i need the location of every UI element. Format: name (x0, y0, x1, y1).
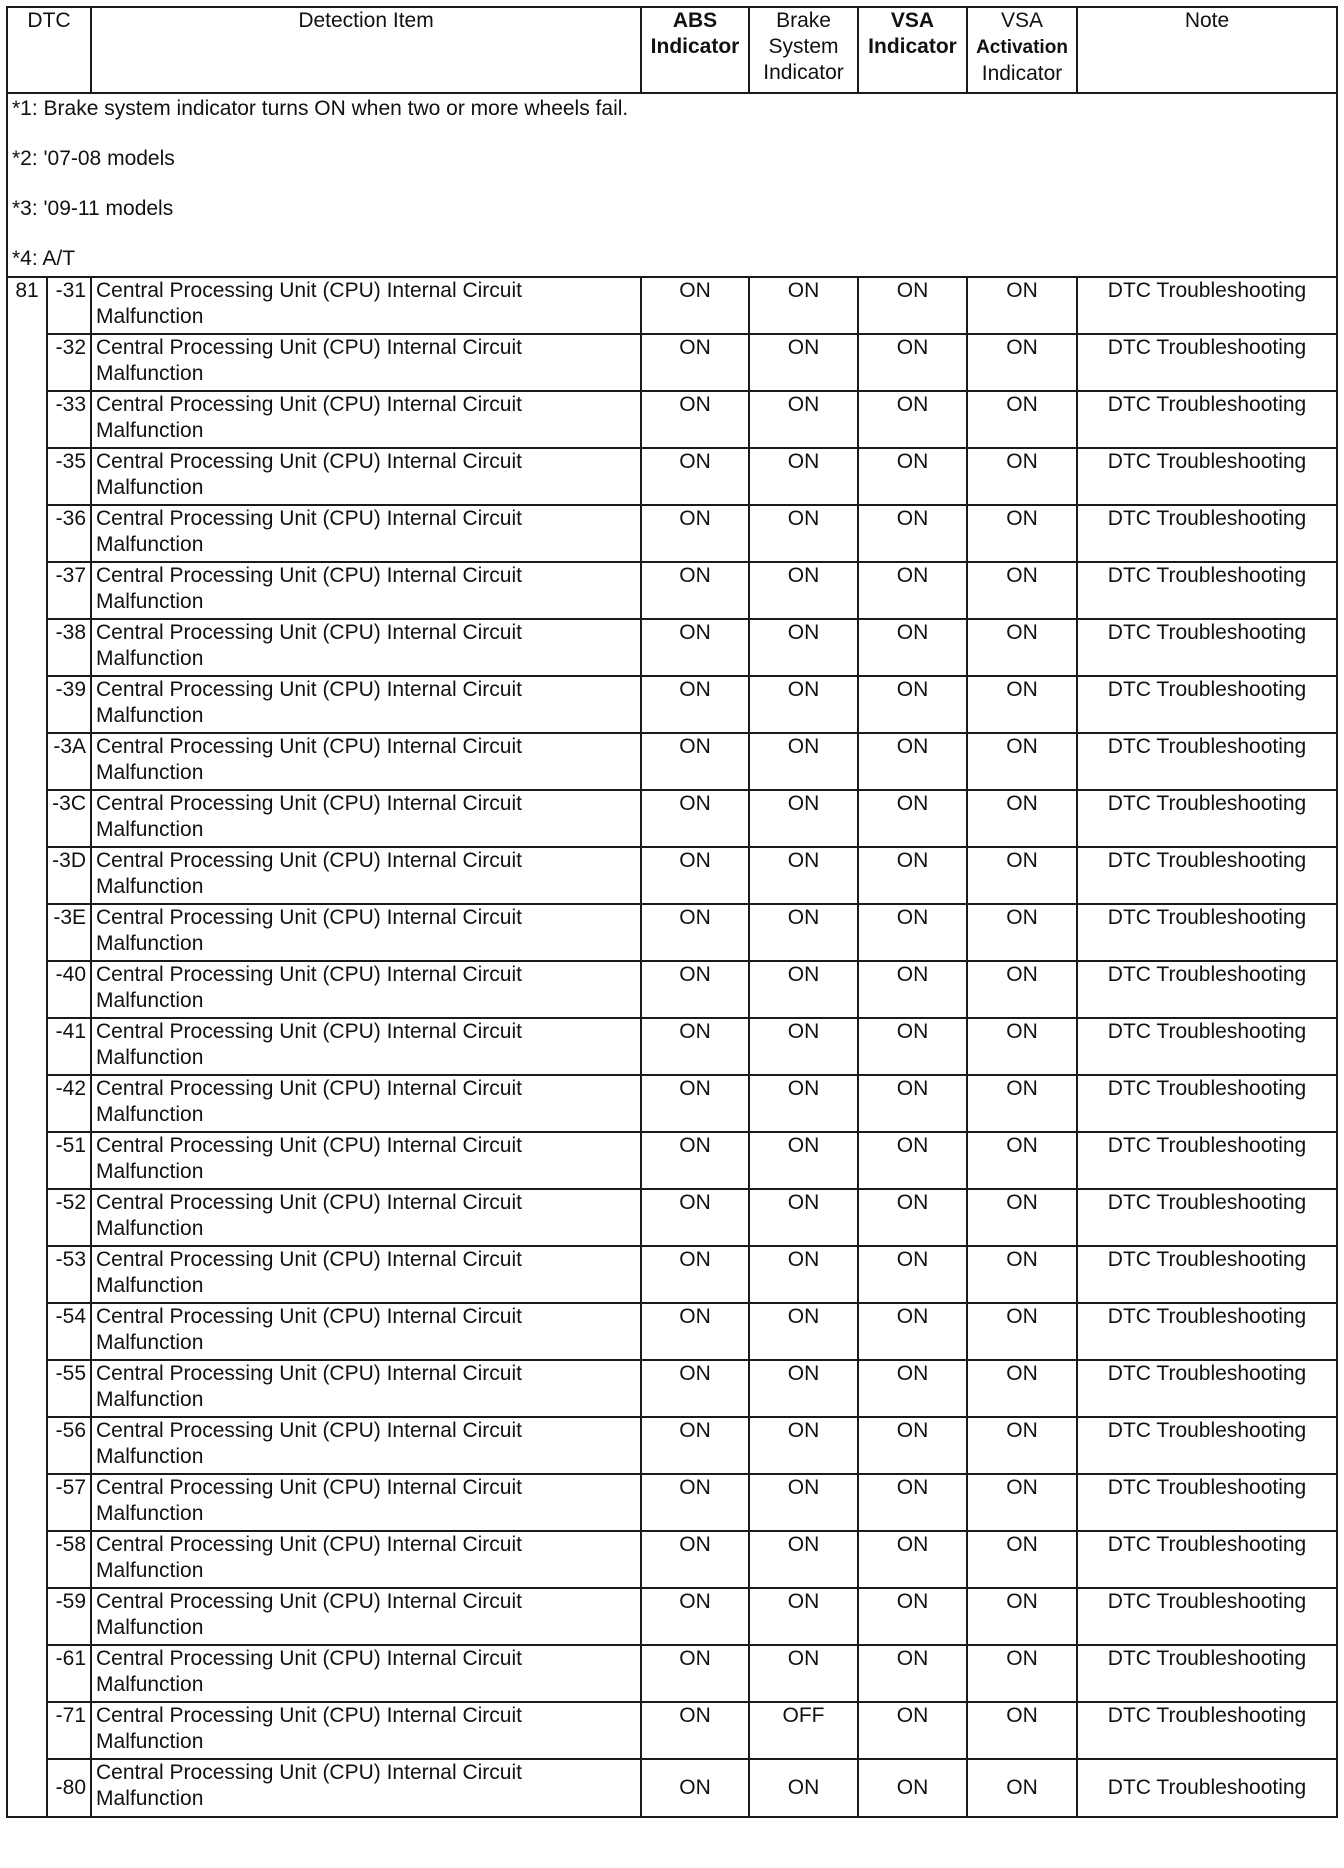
detection-item (91, 1588, 641, 1645)
detection-item-line-1: Central Processing Unit (CPU) Internal Circuit (96, 906, 522, 929)
footnote-1: *1: Brake system indicator turns ON when two or more wheels fail. (12, 97, 629, 120)
dtc-subcode: -38 (47, 619, 91, 676)
detection-item (91, 619, 641, 676)
detection-item-line-1: Central Processing Unit (CPU) Internal Circuit (96, 1476, 522, 1499)
detection-item-line-2: Malfunction (96, 1787, 204, 1810)
detection-item-line-1: Central Processing Unit (CPU) Internal Circuit (96, 735, 522, 758)
detection-item-line-1: Central Processing Unit (CPU) Internal Circuit (96, 1590, 522, 1613)
header-brake-system-indicator (749, 7, 858, 93)
brake-indicator-value: ON (749, 1588, 858, 1645)
vsa-activation-value: ON (967, 847, 1077, 904)
detection-item (91, 1702, 641, 1759)
detection-item (91, 1018, 641, 1075)
dtc-subcode: -80 (47, 1759, 91, 1817)
vsa-activation-value: ON (967, 391, 1077, 448)
detection-item (91, 277, 641, 334)
abs-indicator-value: ON (641, 1759, 749, 1817)
dtc-subcode: -42 (47, 1075, 91, 1132)
abs-indicator-value: ON (641, 676, 749, 733)
vsa-activation-value: ON (967, 904, 1077, 961)
note-value: DTC Troubleshooting (1077, 1303, 1337, 1360)
brake-indicator-value: ON (749, 1246, 858, 1303)
vsa-activation-value: ON (967, 448, 1077, 505)
vsa-indicator-value: ON (858, 1759, 967, 1817)
dtc-subcode: -41 (47, 1018, 91, 1075)
vsa-indicator-value: ON (858, 1246, 967, 1303)
detection-item (91, 391, 641, 448)
note-value: DTC Troubleshooting (1077, 904, 1337, 961)
header-vsa-line-1: VSA (890, 9, 935, 32)
abs-indicator-value: ON (641, 1531, 749, 1588)
detection-item-line-1: Central Processing Unit (CPU) Internal Circuit (96, 1077, 522, 1100)
header-dtc: DTC (7, 7, 91, 93)
dtc-subcode: -58 (47, 1531, 91, 1588)
vsa-indicator-value: ON (858, 790, 967, 847)
note-value: DTC Troubleshooting (1077, 1018, 1337, 1075)
detection-item-line-1: Central Processing Unit (CPU) Internal Circuit (96, 450, 522, 473)
vsa-indicator-value: ON (858, 1018, 967, 1075)
detection-item (91, 847, 641, 904)
detection-item-line-1: Central Processing Unit (CPU) Internal Circuit (96, 1704, 522, 1727)
detection-item-line-1: Central Processing Unit (CPU) Internal Circuit (96, 507, 522, 530)
dtc-subcode: -52 (47, 1189, 91, 1246)
vsa-indicator-value: ON (858, 619, 967, 676)
detection-item (91, 676, 641, 733)
detection-item-line-2: Malfunction (96, 1160, 204, 1183)
vsa-activation-value: ON (967, 1531, 1077, 1588)
vsa-activation-value: ON (967, 277, 1077, 334)
vsa-activation-value: ON (967, 1189, 1077, 1246)
abs-indicator-value: ON (641, 1474, 749, 1531)
header-brake-line-2: System (768, 35, 839, 58)
detection-item-line-2: Malfunction (96, 1331, 204, 1354)
detection-item-line-2: Malfunction (96, 1217, 204, 1240)
abs-indicator-value: ON (641, 847, 749, 904)
dtc-subcode: -53 (47, 1246, 91, 1303)
dtc-subcode: -32 (47, 334, 91, 391)
vsa-indicator-value: ON (858, 676, 967, 733)
table-row (7, 1018, 1337, 1075)
detection-item-line-2: Malfunction (96, 932, 204, 955)
brake-indicator-value: ON (749, 334, 858, 391)
detection-item (91, 505, 641, 562)
vsa-activation-value: ON (967, 562, 1077, 619)
header-vsa-activation-indicator (967, 7, 1077, 93)
abs-indicator-value: ON (641, 1303, 749, 1360)
vsa-indicator-value: ON (858, 1417, 967, 1474)
detection-item (91, 904, 641, 961)
note-value: DTC Troubleshooting (1077, 790, 1337, 847)
vsa-indicator-value: ON (858, 1075, 967, 1132)
vsa-indicator-value: ON (858, 1531, 967, 1588)
detection-item-line-2: Malfunction (96, 590, 204, 613)
note-value: DTC Troubleshooting (1077, 562, 1337, 619)
table-row (7, 1360, 1337, 1417)
vsa-indicator-value: ON (858, 1702, 967, 1759)
vsa-activation-value: ON (967, 1018, 1077, 1075)
table-row (7, 1645, 1337, 1702)
dtc-subcode: -61 (47, 1645, 91, 1702)
table-row (7, 1588, 1337, 1645)
vsa-indicator-value: ON (858, 1474, 967, 1531)
detection-item (91, 1360, 641, 1417)
dtc-subcode: -54 (47, 1303, 91, 1360)
dtc-subcode: -57 (47, 1474, 91, 1531)
detection-item-line-1: Central Processing Unit (CPU) Internal Circuit (96, 564, 522, 587)
footnotes-row (7, 93, 1337, 277)
detection-item-line-2: Malfunction (96, 1559, 204, 1582)
note-value: DTC Troubleshooting (1077, 1075, 1337, 1132)
table-row (7, 847, 1337, 904)
note-value: DTC Troubleshooting (1077, 1474, 1337, 1531)
dtc-subcode: -31 (47, 277, 91, 334)
vsa-indicator-value: ON (858, 448, 967, 505)
header-abs-indicator (641, 7, 749, 93)
table-row (7, 1531, 1337, 1588)
abs-indicator-value: ON (641, 790, 749, 847)
vsa-indicator-value: ON (858, 847, 967, 904)
table-row (7, 1759, 1337, 1817)
note-value: DTC Troubleshooting (1077, 1189, 1337, 1246)
note-value: DTC Troubleshooting (1077, 277, 1337, 334)
dtc-subcode: -40 (47, 961, 91, 1018)
detection-item-line-1: Central Processing Unit (CPU) Internal Circuit (96, 1362, 522, 1385)
detection-item (91, 733, 641, 790)
abs-indicator-value: ON (641, 1645, 749, 1702)
table-row (7, 676, 1337, 733)
footnote-3: *3: '09-11 models (12, 197, 174, 220)
vsa-activation-value: ON (967, 1417, 1077, 1474)
header-brake-line-3: Indicator (763, 61, 844, 84)
vsa-activation-value: ON (967, 505, 1077, 562)
vsa-indicator-value: ON (858, 334, 967, 391)
detection-item (91, 1246, 641, 1303)
brake-indicator-value: ON (749, 1759, 858, 1817)
abs-indicator-value: ON (641, 1075, 749, 1132)
note-value: DTC Troubleshooting (1077, 1702, 1337, 1759)
dtc-subcode: -55 (47, 1360, 91, 1417)
dtc-subcode: -35 (47, 448, 91, 505)
note-value: DTC Troubleshooting (1077, 448, 1337, 505)
brake-indicator-value: ON (749, 1132, 858, 1189)
dtc-table-sheet (6, 6, 1338, 1818)
abs-indicator-value: ON (641, 1018, 749, 1075)
note-value: DTC Troubleshooting (1077, 1531, 1337, 1588)
detection-item-line-1: Central Processing Unit (CPU) Internal Circuit (96, 336, 522, 359)
detection-item (91, 1417, 641, 1474)
detection-item (91, 1075, 641, 1132)
table-row (7, 562, 1337, 619)
detection-item-line-1: Central Processing Unit (CPU) Internal Circuit (96, 1020, 522, 1043)
brake-indicator-value: ON (749, 847, 858, 904)
brake-indicator-value: ON (749, 448, 858, 505)
note-value: DTC Troubleshooting (1077, 505, 1337, 562)
table-row (7, 448, 1337, 505)
note-value: DTC Troubleshooting (1077, 676, 1337, 733)
detection-item-line-1: Central Processing Unit (CPU) Internal Circuit (96, 1419, 522, 1442)
footnote-4: *4: A/T (12, 247, 76, 270)
table-row (7, 277, 1337, 334)
table-row (7, 790, 1337, 847)
table-row (7, 505, 1337, 562)
detection-item (91, 1132, 641, 1189)
detection-item-line-2: Malfunction (96, 989, 204, 1012)
brake-indicator-value: ON (749, 1303, 858, 1360)
vsa-indicator-value: ON (858, 961, 967, 1018)
detection-item-line-1: Central Processing Unit (CPU) Internal Circuit (96, 849, 522, 872)
brake-indicator-value: ON (749, 1531, 858, 1588)
abs-indicator-value: ON (641, 904, 749, 961)
detection-item-line-2: Malfunction (96, 362, 204, 385)
vsa-indicator-value: ON (858, 1189, 967, 1246)
brake-indicator-value: ON (749, 961, 858, 1018)
table-row (7, 1075, 1337, 1132)
vsa-activation-value: ON (967, 733, 1077, 790)
abs-indicator-value: ON (641, 619, 749, 676)
vsa-indicator-value: ON (858, 733, 967, 790)
header-brake-line-1: Brake (776, 9, 831, 32)
dtc-subcode: -33 (47, 391, 91, 448)
detection-item-line-1: Central Processing Unit (CPU) Internal Circuit (96, 1191, 522, 1214)
detection-item (91, 1474, 641, 1531)
dtc-subcode: -3E (47, 904, 91, 961)
detection-item-line-1: Central Processing Unit (CPU) Internal Circuit (96, 279, 522, 302)
detection-item-line-2: Malfunction (96, 1046, 204, 1069)
vsa-activation-value: ON (967, 1702, 1077, 1759)
detection-item-line-1: Central Processing Unit (CPU) Internal Circuit (96, 1134, 522, 1157)
abs-indicator-value: ON (641, 1132, 749, 1189)
dtc-subcode: -3C (47, 790, 91, 847)
detection-item (91, 562, 641, 619)
detection-item-line-1: Central Processing Unit (CPU) Internal Circuit (96, 792, 522, 815)
detection-item-line-1: Central Processing Unit (CPU) Internal Circuit (96, 621, 522, 644)
vsa-indicator-value: ON (858, 505, 967, 562)
table-row (7, 733, 1337, 790)
brake-indicator-value: ON (749, 1075, 858, 1132)
vsa-indicator-value: ON (858, 1588, 967, 1645)
vsa-activation-value: ON (967, 619, 1077, 676)
table-row (7, 391, 1337, 448)
note-value: DTC Troubleshooting (1077, 391, 1337, 448)
brake-indicator-value: ON (749, 904, 858, 961)
detection-item (91, 1189, 641, 1246)
detection-item (91, 1531, 641, 1588)
detection-item-line-2: Malfunction (96, 476, 204, 499)
dtc-subcode: -36 (47, 505, 91, 562)
table-row (7, 1132, 1337, 1189)
detection-item-line-2: Malfunction (96, 1673, 204, 1696)
dtc-main-code: 81 (7, 277, 47, 1817)
abs-indicator-value: ON (641, 1246, 749, 1303)
abs-indicator-value: ON (641, 277, 749, 334)
dtc-table (6, 6, 1338, 1818)
detection-item-line-2: Malfunction (96, 1274, 204, 1297)
detection-item-line-2: Malfunction (96, 818, 204, 841)
dtc-subcode: -59 (47, 1588, 91, 1645)
dtc-subcode: -51 (47, 1132, 91, 1189)
brake-indicator-value: ON (749, 1018, 858, 1075)
vsa-activation-value: ON (967, 676, 1077, 733)
detection-item-line-1: Central Processing Unit (CPU) Internal Circuit (96, 393, 522, 416)
detection-item-line-2: Malfunction (96, 1616, 204, 1639)
note-value: DTC Troubleshooting (1077, 1246, 1337, 1303)
vsa-activation-value: ON (967, 961, 1077, 1018)
note-value: DTC Troubleshooting (1077, 1759, 1337, 1817)
detection-item-line-1: Central Processing Unit (CPU) Internal Circuit (96, 1248, 522, 1271)
brake-indicator-value: ON (749, 1474, 858, 1531)
table-row (7, 1702, 1337, 1759)
vsa-indicator-value: ON (858, 904, 967, 961)
detection-item-line-2: Malfunction (96, 1103, 204, 1126)
detection-item (91, 448, 641, 505)
brake-indicator-value: OFF (749, 1702, 858, 1759)
header-abs-line-2: Indicator (650, 35, 740, 58)
abs-indicator-value: ON (641, 1189, 749, 1246)
note-value: DTC Troubleshooting (1077, 1132, 1337, 1189)
detection-item-line-2: Malfunction (96, 1730, 204, 1753)
abs-indicator-value: ON (641, 1588, 749, 1645)
detection-item-line-2: Malfunction (96, 761, 204, 784)
brake-indicator-value: ON (749, 676, 858, 733)
vsa-activation-value: ON (967, 1303, 1077, 1360)
dtc-subcode: -3A (47, 733, 91, 790)
vsa-activation-value: ON (967, 1246, 1077, 1303)
note-value: DTC Troubleshooting (1077, 1645, 1337, 1702)
vsa-indicator-value: ON (858, 1360, 967, 1417)
dtc-subcode: -56 (47, 1417, 91, 1474)
table-row (7, 961, 1337, 1018)
vsa-indicator-value: ON (858, 277, 967, 334)
table-row (7, 1417, 1337, 1474)
footnote-2: *2: '07-08 models (12, 147, 175, 170)
header-vsa-act-line-1: VSA (1001, 9, 1044, 32)
vsa-indicator-value: ON (858, 1132, 967, 1189)
detection-item (91, 790, 641, 847)
vsa-activation-value: ON (967, 1645, 1077, 1702)
note-value: DTC Troubleshooting (1077, 847, 1337, 904)
detection-item-line-1: Central Processing Unit (CPU) Internal Circuit (96, 678, 522, 701)
note-value: DTC Troubleshooting (1077, 961, 1337, 1018)
abs-indicator-value: ON (641, 1360, 749, 1417)
detection-item-line-2: Malfunction (96, 419, 204, 442)
table-row (7, 1303, 1337, 1360)
vsa-activation-value: ON (967, 1474, 1077, 1531)
brake-indicator-value: ON (749, 277, 858, 334)
abs-indicator-value: ON (641, 505, 749, 562)
header-vsa-line-2: Indicator (868, 35, 957, 58)
brake-indicator-value: ON (749, 505, 858, 562)
header-abs-line-1: ABS (672, 9, 718, 32)
detection-item-line-2: Malfunction (96, 647, 204, 670)
vsa-activation-value: ON (967, 1360, 1077, 1417)
brake-indicator-value: ON (749, 619, 858, 676)
vsa-indicator-value: ON (858, 1303, 967, 1360)
abs-indicator-value: ON (641, 562, 749, 619)
vsa-activation-value: ON (967, 1075, 1077, 1132)
vsa-activation-value: ON (967, 1759, 1077, 1817)
brake-indicator-value: ON (749, 1417, 858, 1474)
detection-item-line-2: Malfunction (96, 1388, 204, 1411)
detection-item-line-1: Central Processing Unit (CPU) Internal Circuit (96, 963, 522, 986)
footnotes-cell (7, 93, 1337, 277)
vsa-activation-value: ON (967, 1588, 1077, 1645)
abs-indicator-value: ON (641, 1417, 749, 1474)
abs-indicator-value: ON (641, 448, 749, 505)
brake-indicator-value: ON (749, 1645, 858, 1702)
table-row (7, 1189, 1337, 1246)
abs-indicator-value: ON (641, 733, 749, 790)
detection-item (91, 1645, 641, 1702)
header-detection-item: Detection Item (91, 7, 641, 93)
header-vsa-act-line-3: Indicator (981, 62, 1063, 85)
abs-indicator-value: ON (641, 961, 749, 1018)
vsa-activation-value: ON (967, 1132, 1077, 1189)
brake-indicator-value: ON (749, 1189, 858, 1246)
header-vsa-act-line-2: Activation (976, 37, 1068, 58)
header-row (7, 7, 1337, 93)
brake-indicator-value: ON (749, 391, 858, 448)
note-value: DTC Troubleshooting (1077, 1588, 1337, 1645)
detection-item-line-2: Malfunction (96, 305, 204, 328)
table-row (7, 904, 1337, 961)
header-note: Note (1077, 7, 1337, 93)
detection-item-line-1: Central Processing Unit (CPU) Internal Circuit (96, 1647, 522, 1670)
note-value: DTC Troubleshooting (1077, 619, 1337, 676)
dtc-subcode: -71 (47, 1702, 91, 1759)
brake-indicator-value: ON (749, 733, 858, 790)
detection-item-line-2: Malfunction (96, 875, 204, 898)
detection-item-line-2: Malfunction (96, 533, 204, 556)
vsa-indicator-value: ON (858, 562, 967, 619)
note-value: DTC Troubleshooting (1077, 733, 1337, 790)
brake-indicator-value: ON (749, 790, 858, 847)
detection-item-line-2: Malfunction (96, 704, 204, 727)
note-value: DTC Troubleshooting (1077, 334, 1337, 391)
table-row (7, 1246, 1337, 1303)
note-value: DTC Troubleshooting (1077, 1417, 1337, 1474)
brake-indicator-value: ON (749, 562, 858, 619)
vsa-indicator-value: ON (858, 391, 967, 448)
table-row (7, 334, 1337, 391)
dtc-subcode: -37 (47, 562, 91, 619)
abs-indicator-value: ON (641, 334, 749, 391)
detection-item-line-1: Central Processing Unit (CPU) Internal Circuit (96, 1533, 522, 1556)
brake-indicator-value: ON (749, 1360, 858, 1417)
table-row (7, 1474, 1337, 1531)
detection-item-line-1: Central Processing Unit (CPU) Internal Circuit (96, 1305, 522, 1328)
detection-item-line-2: Malfunction (96, 1502, 204, 1525)
detection-item (91, 1303, 641, 1360)
detection-item (91, 1759, 641, 1817)
dtc-subcode: -3D (47, 847, 91, 904)
detection-item (91, 961, 641, 1018)
table-row (7, 619, 1337, 676)
abs-indicator-value: ON (641, 391, 749, 448)
detection-item (91, 334, 641, 391)
header-vsa-indicator (858, 7, 967, 93)
detection-item-line-2: Malfunction (96, 1445, 204, 1468)
detection-item-line-1: Central Processing Unit (CPU) Internal Circuit (96, 1761, 522, 1784)
note-value: DTC Troubleshooting (1077, 1360, 1337, 1417)
vsa-activation-value: ON (967, 334, 1077, 391)
abs-indicator-value: ON (641, 1702, 749, 1759)
vsa-indicator-value: ON (858, 1645, 967, 1702)
dtc-subcode: -39 (47, 676, 91, 733)
vsa-activation-value: ON (967, 790, 1077, 847)
